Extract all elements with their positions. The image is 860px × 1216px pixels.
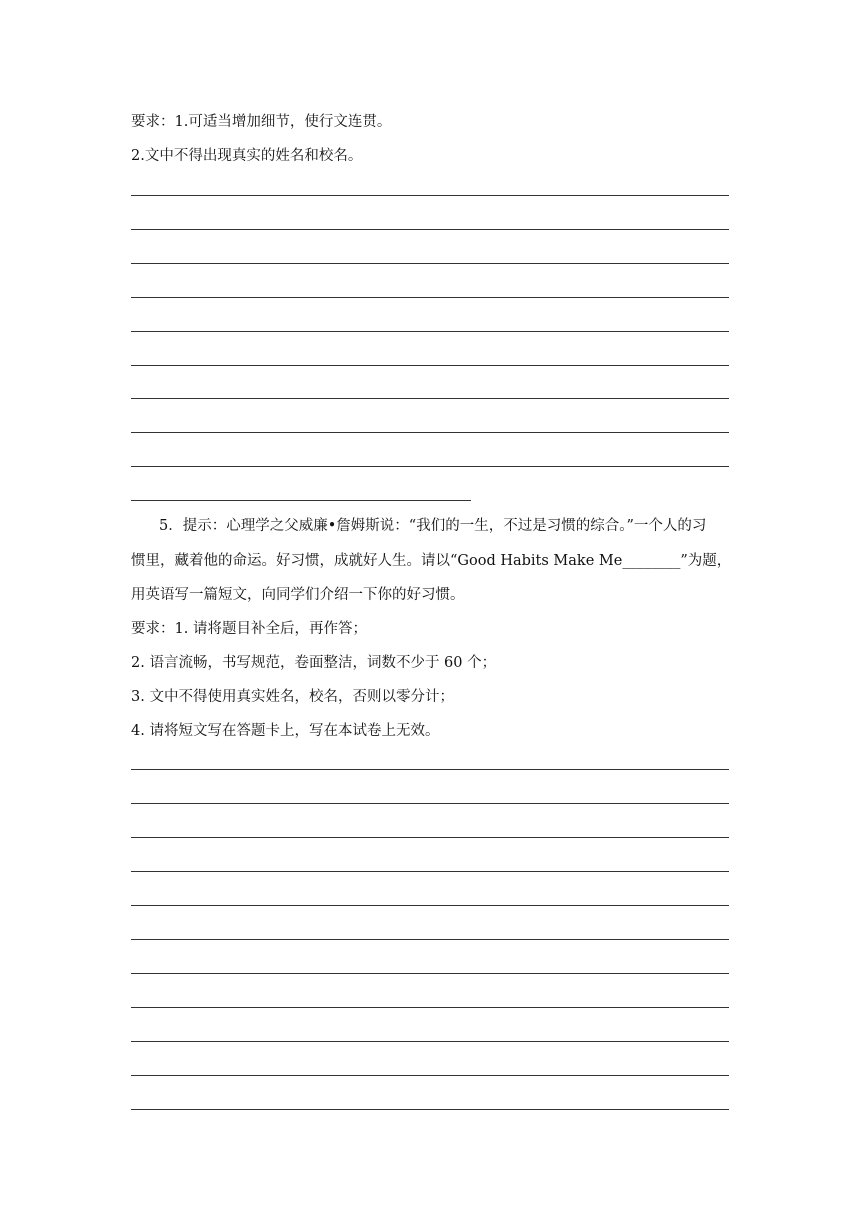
question-5-prompt-line-2: 惯里，藏着他的命运。好习惯，成就好人生。请以“Good Habits Make Me________”为题，	[131, 553, 732, 569]
answer-line[interactable]	[131, 769, 729, 770]
answer-line[interactable]	[131, 195, 729, 196]
answer-line[interactable]	[131, 1041, 729, 1042]
answer-line[interactable]	[131, 500, 471, 501]
answer-line[interactable]	[131, 939, 729, 940]
question-5-requirement-1: 要求：1. 请将题目补全后，再作答；	[131, 621, 367, 637]
answer-line[interactable]	[131, 1109, 729, 1110]
answer-line[interactable]	[131, 1007, 729, 1008]
answer-line[interactable]	[131, 432, 729, 433]
question-5-requirement-4: 4. 请将短文写在答题卡上，写在本试卷上无效。	[131, 723, 440, 739]
answer-line[interactable]	[131, 398, 729, 399]
answer-line[interactable]	[131, 263, 729, 264]
answer-line[interactable]	[131, 331, 729, 332]
question-5-requirement-3: 3. 文中不得使用真实姓名，校名，否则以零分计；	[131, 689, 454, 705]
requirement-line-2: 2.文中不得出现真实的姓名和校名。	[131, 148, 363, 164]
answer-line[interactable]	[131, 297, 729, 298]
requirement-line-1: 要求：1.可适当增加细节，使行文连贯。	[131, 114, 392, 130]
answer-line[interactable]	[131, 466, 729, 467]
answer-line[interactable]	[131, 365, 729, 366]
answer-line[interactable]	[131, 229, 729, 230]
question-5-prompt-line-3: 用英语写一篇短文，向同学们介绍一下你的好习惯。	[131, 587, 465, 603]
answer-line[interactable]	[131, 905, 729, 906]
answer-line[interactable]	[131, 1075, 729, 1076]
question-5-prompt-line-1: 5．提示：心理学之父威廉•詹姆斯说：“我们的一生，不过是习惯的综合。”一个人的习	[159, 518, 707, 534]
answer-line[interactable]	[131, 871, 729, 872]
answer-line[interactable]	[131, 837, 729, 838]
question-5-requirement-2: 2. 语言流畅，书写规范，卷面整洁，词数不少于 60 个；	[131, 655, 497, 671]
answer-line[interactable]	[131, 803, 729, 804]
answer-line[interactable]	[131, 973, 729, 974]
